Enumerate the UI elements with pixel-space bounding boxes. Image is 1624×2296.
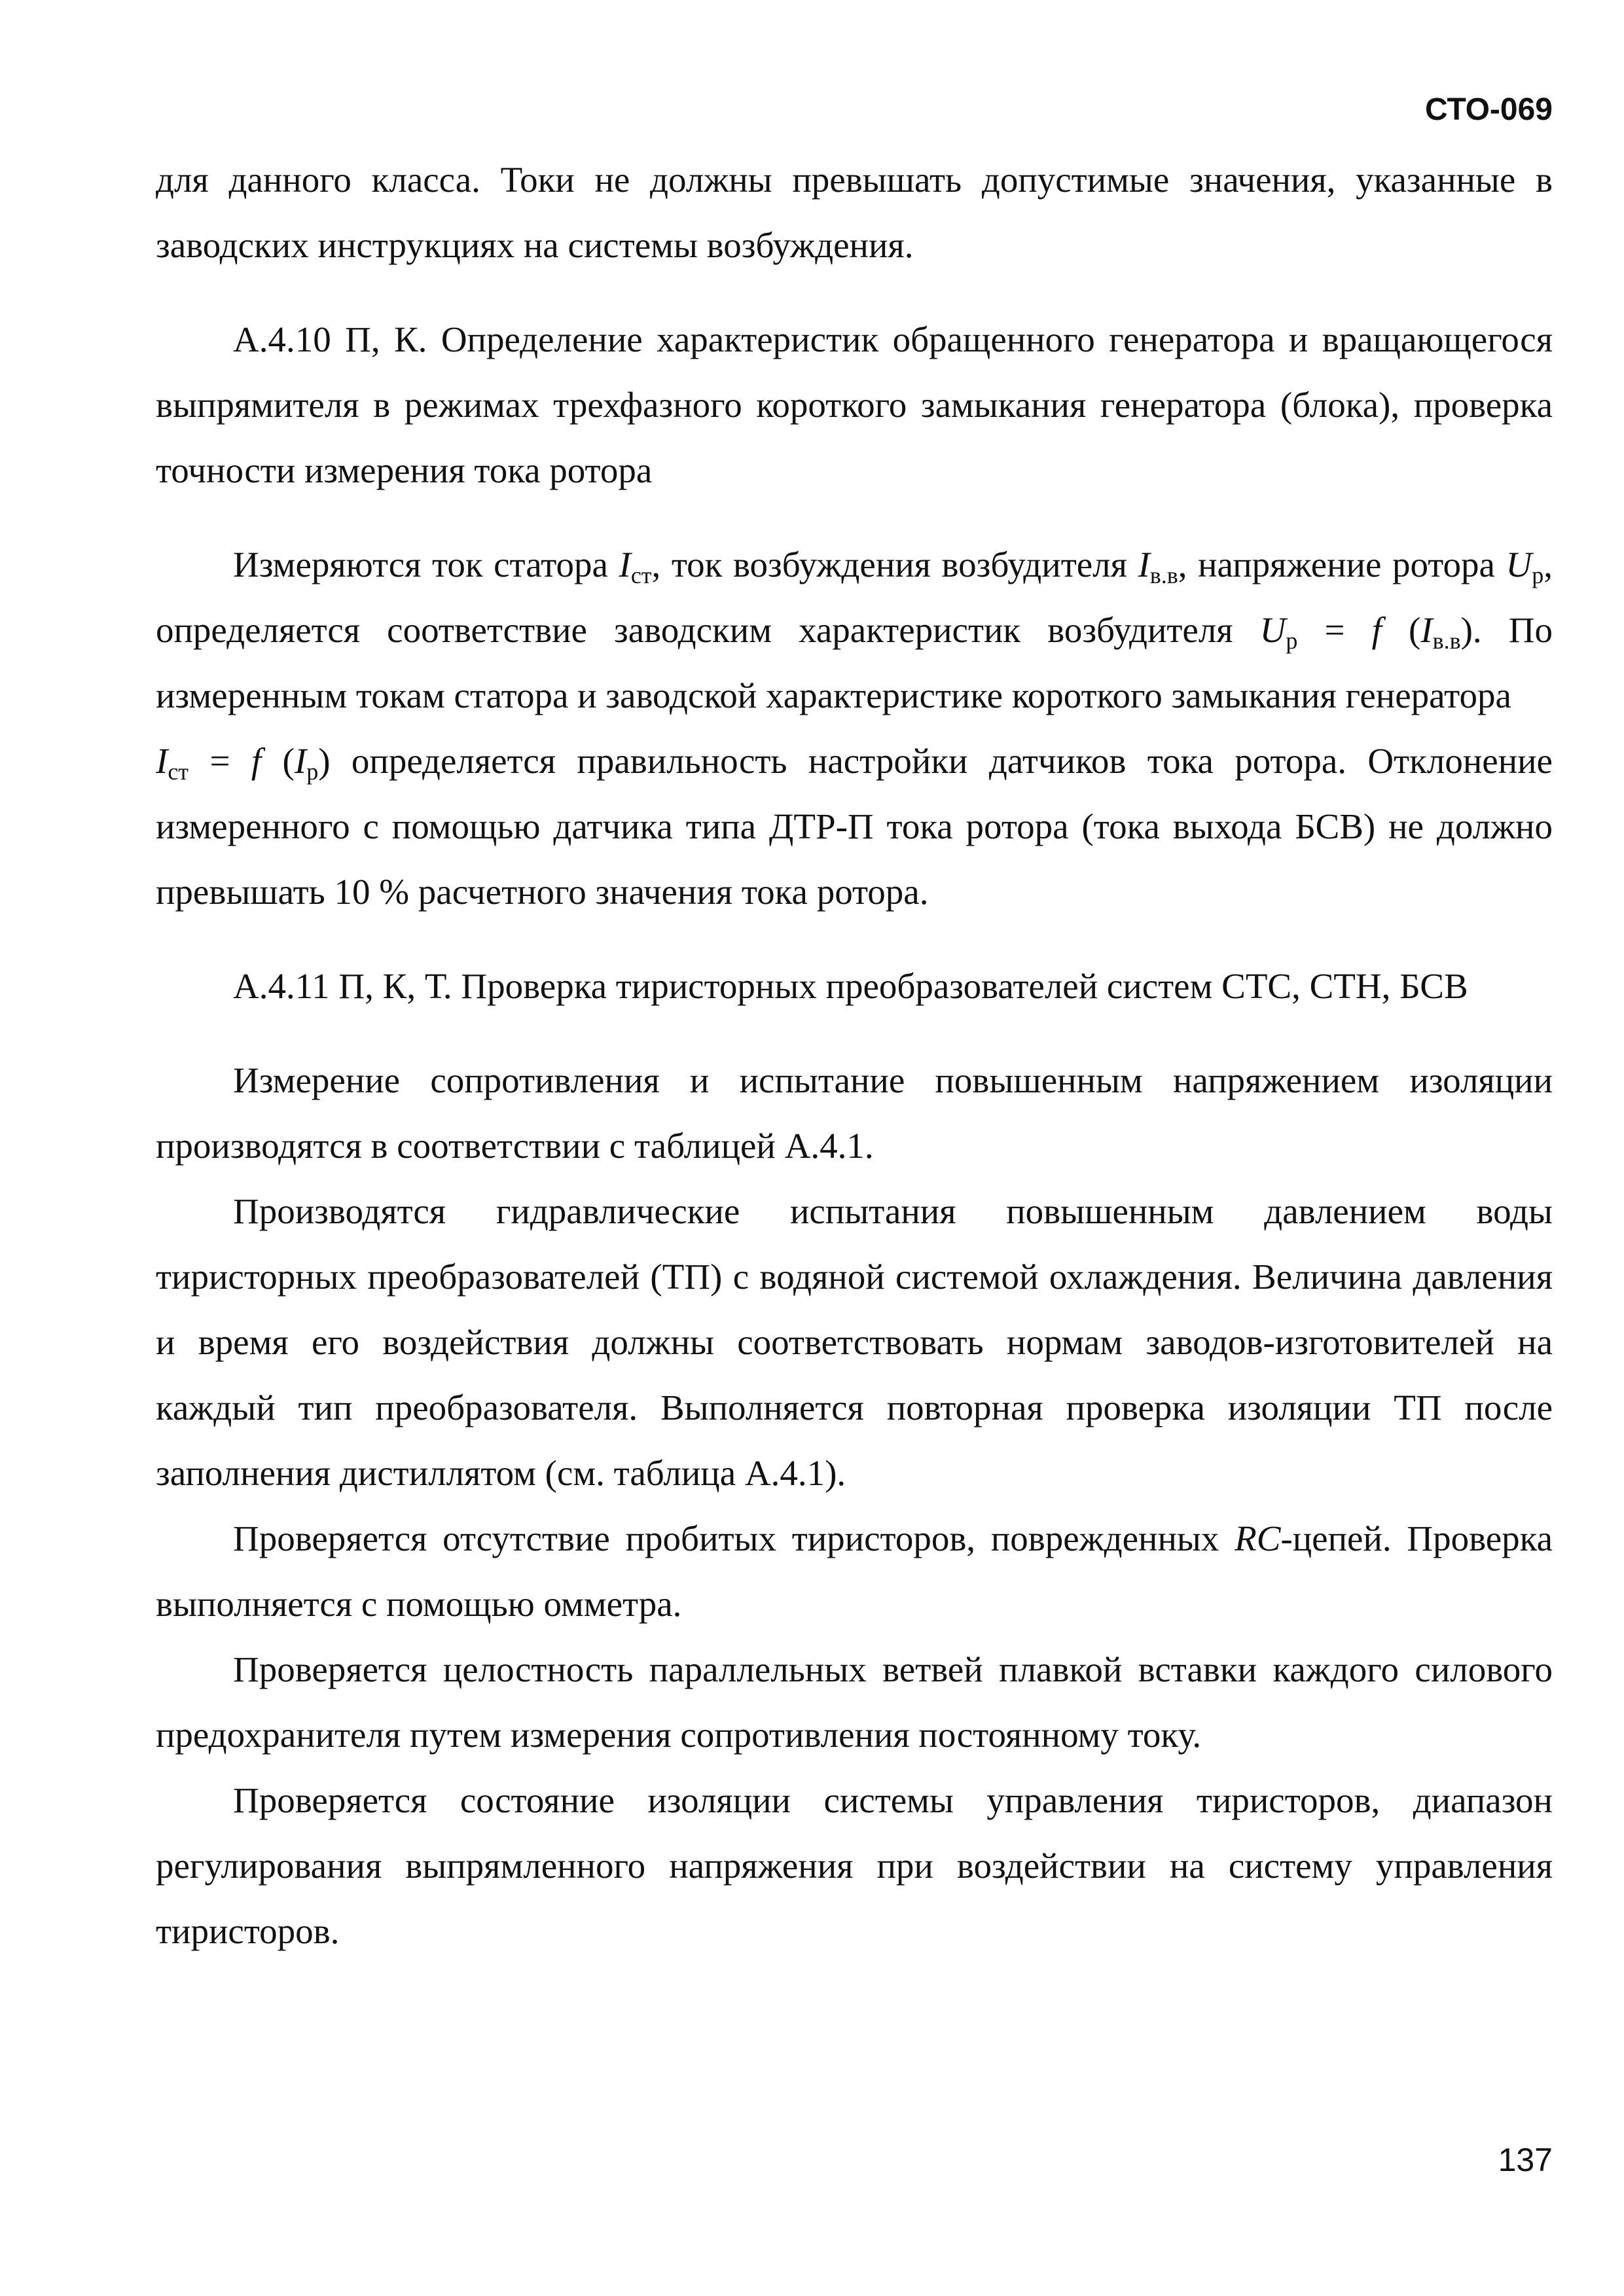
paragraph-fuse-check: Проверяется целостность параллельных ветвей плавкой вставки каждого силового предохранителя путем измерения сопротивления постоянному току. [156, 1649, 1553, 1755]
section-heading-a-4-10: А.4.10 П, К. Определение характеристик обращенного генератора и вращающегося выпрямителя в режимах трехфазного короткого замыкания генератора (блока), проверка точности измерения тока ротора [156, 319, 1553, 490]
text-span: , определяется соответствие заводским характеристик возбудителя [156, 545, 1553, 650]
math-subscript: в.в [1432, 628, 1461, 654]
math-variable: I [294, 741, 307, 781]
text-span: , ток возбуждения возбудителя [651, 545, 1138, 584]
math-subscript: р [306, 759, 319, 785]
paragraph-rotor-current [156, 728, 1553, 925]
document-body [156, 147, 1553, 1964]
text-span: ). По измеренным токам статора и заводской характеристике короткого замыкания генератора [156, 610, 1553, 715]
text-span: Проверяется отсутствие пробитых тиристоров, поврежденных [233, 1518, 1235, 1558]
text-span: = [1297, 610, 1372, 650]
text-span: ( [1381, 610, 1421, 650]
math-variable: U [1506, 545, 1532, 584]
page-number: 137 [1498, 2142, 1553, 2178]
math-variable: f [1371, 610, 1382, 650]
paragraph-hydraulic-test: Производятся гидравлические испытания повышенным давлением воды тиристорных преобразователей (ТП) с водяной системой охлаждения. Величина давления и время его воздействия должны соответствовать нормам заводов-изготовителей на каждый тип преобразователя. Выполняется повторная проверка изоляции ТП после заполнения дистиллятом (см. таблица А.4.1). [156, 1191, 1553, 1493]
paragraph-continuation: для данного класса. Токи не должны превышать допустимые значения, указанные в заводских инструкциях на системы возбуждения. [156, 160, 1553, 265]
text-span: , напряжение ротора [1178, 545, 1506, 584]
section-heading-a-4-11: А.4.11 П, К, Т. Проверка тиристорных преобразователей систем СТС, СТН, БСВ [233, 966, 1468, 1006]
text-span: -цепей. Проверка выполняется с помощью омметра. [156, 1518, 1553, 1624]
math-variable: f [251, 741, 262, 781]
math-variable: U [1259, 610, 1286, 650]
math-variable: I [156, 741, 168, 781]
math-variable: I [1138, 545, 1150, 584]
math-variable: I [1420, 610, 1433, 650]
paragraph-insulation-test: Измерение сопротивления и испытание повышенным напряжением изоляции производятся в соответствии с таблицей А.4.1. [156, 1060, 1553, 1166]
text-span: Измеряются ток статора [233, 545, 619, 584]
text-span: ) определяется правильность настройки датчиков тока ротора. Отклонение измеренного с помощью датчика типа ДТР-П тока ротора (тока выхода БСВ) не должно превышать 10 % расчетного значения тока ротора. [156, 741, 1553, 912]
math-subscript: ст [630, 562, 652, 588]
math-subscript: в.в [1149, 562, 1178, 588]
math-subscript: р [1286, 628, 1298, 654]
math-subscript: ст [168, 759, 189, 785]
math-variable: RC [1235, 1518, 1281, 1558]
paragraph-thyristor-check [156, 1506, 1553, 1637]
math-subscript: р [1532, 562, 1544, 588]
text-span: = [189, 741, 251, 781]
paragraph-control-system-check: Проверяется состояние изоляции системы управления тиристоров, диапазон регулирования выпрямленного напряжения при воздействии на систему управления тиристоров. [156, 1780, 1553, 1951]
document-code: СТО-069 [1425, 92, 1553, 127]
text-span: ( [261, 741, 295, 781]
math-variable: I [619, 545, 631, 584]
paragraph-measurements [156, 532, 1553, 728]
